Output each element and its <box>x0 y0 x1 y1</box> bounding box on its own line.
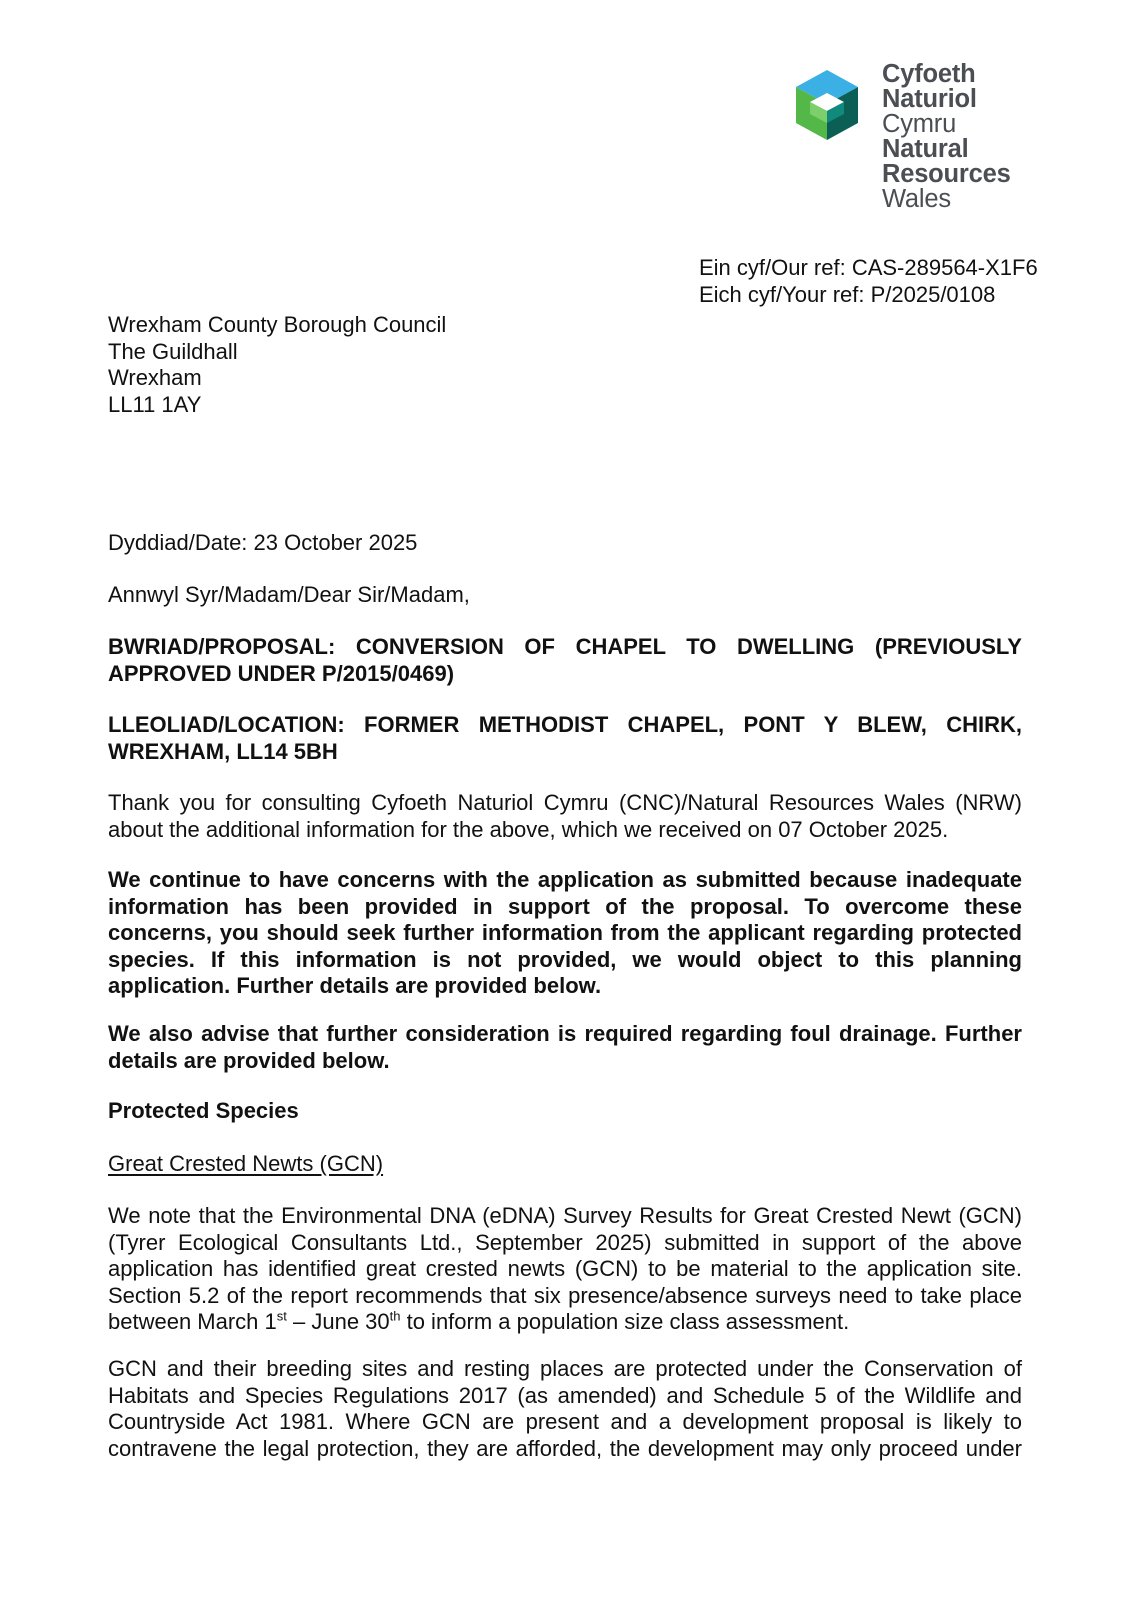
proposal-heading <box>108 634 1022 687</box>
gcn-para1-line-last <box>108 1309 1022 1336</box>
ordinal-suffix: st <box>276 1308 287 1324</box>
gcn-text: – June 30 <box>286 1309 390 1334</box>
intro-line: about the additional information for the above, which we received on 07 October 2025. <box>108 816 949 842</box>
drainage-paragraph <box>108 1021 1022 1074</box>
address-line: The Guildhall <box>108 338 238 364</box>
gcn-text: to inform a population size class assessment. <box>400 1309 850 1334</box>
concerns-line: We continue to have concerns with the application as submitted because inadequate <box>108 867 1022 892</box>
gcn-para2-line: Countryside Act 1981. Where GCN are present and a development proposal is likely to <box>108 1409 1022 1434</box>
gcn-para1-line: application has identified great crested newts (GCN) to be material to the application site. <box>108 1256 1022 1281</box>
gcn-para2-line: GCN and their breeding sites and resting places are protected under the Conservation of <box>108 1356 1022 1381</box>
our-reference: Ein cyf/Our ref: CAS-289564-X1F6 <box>699 255 1038 280</box>
concerns-line: application. Further details are provided below. <box>108 973 602 998</box>
gcn-paragraph-2 <box>108 1356 1022 1462</box>
logo-line-wales: Wales <box>882 185 951 213</box>
letter-date: Dyddiad/Date: 23 October 2025 <box>108 530 418 555</box>
salutation: Annwyl Syr/Madam/Dear Sir/Madam, <box>108 582 470 607</box>
concerns-line: information has been provided in support of the proposal. To overcome these <box>108 893 1022 919</box>
section-heading-protected-species: Protected Species <box>108 1098 299 1123</box>
location-heading <box>108 712 1022 765</box>
intro-line: Thank you for consulting Cyfoeth Naturiol Cymru (CNC)/Natural Resources Wales (NRW) <box>108 790 1022 815</box>
gcn-para2-line: Habitats and Species Regulations 2017 (as amended) and Schedule 5 of the Wildlife and <box>108 1382 1022 1408</box>
concerns-paragraph <box>108 867 1022 1000</box>
proposal-line: APPROVED UNDER P/2015/0469) <box>108 660 455 686</box>
your-reference: Eich cyf/Your ref: P/2025/0108 <box>699 282 996 307</box>
logo-line-cymru: Cymru <box>882 110 957 138</box>
address-line: Wrexham <box>108 365 202 390</box>
location-line: LLEOLIAD/LOCATION: FORMER METHODIST CHAPEL, PONT Y BLEW, CHIRK, <box>108 712 1022 737</box>
concerns-line: species. If this information is not provided, we would object to this planning <box>108 946 1022 972</box>
location-line: WREXHAM, LL14 5BH <box>108 738 338 764</box>
logo-wordmark <box>882 62 1011 212</box>
nrw-logo <box>790 62 1030 222</box>
gcn-para2-line: contravene the legal protection, they are afforded, the development may only proceed under <box>108 1435 1022 1461</box>
gcn-text: between March 1 <box>108 1309 277 1334</box>
recipient-address <box>108 312 446 418</box>
concerns-line: concerns, you should seek further information from the applicant regarding protected <box>108 920 1022 945</box>
gcn-para1-line: (Tyrer Ecological Consultants Ltd., September 2025) submitted in support of the above <box>108 1229 1022 1255</box>
drainage-line: details are provided below. <box>108 1047 390 1073</box>
subheading-great-crested-newts: Great Crested Newts (GCN) <box>108 1151 384 1176</box>
address-line: Wrexham County Borough Council <box>108 312 447 337</box>
logo-line-natural: Natural <box>882 135 969 163</box>
gcn-paragraph-1 <box>108 1203 1022 1336</box>
intro-paragraph <box>108 790 1022 843</box>
proposal-line: BWRIAD/PROPOSAL: CONVERSION OF CHAPEL TO DWELLING (PREVIOUSLY <box>108 634 1022 659</box>
address-line: LL11 1AY <box>108 391 202 417</box>
gcn-para1-line: Section 5.2 of the report recommends that six presence/absence surveys need to take place <box>108 1282 1022 1308</box>
logo-line-naturiol: Naturiol <box>882 85 977 113</box>
logo-line-cyfoeth: Cyfoeth <box>882 60 976 88</box>
drainage-line: We also advise that further consideration is required regarding foul drainage. Further <box>108 1021 1022 1046</box>
gcn-para1-line: We note that the Environmental DNA (eDNA) Survey Results for Great Crested Newt (GCN) <box>108 1203 1022 1228</box>
reference-block <box>699 254 1038 308</box>
logo-line-resources: Resources <box>882 160 1011 188</box>
ordinal-suffix: th <box>389 1308 401 1324</box>
nrw-logo-icon <box>790 68 864 142</box>
